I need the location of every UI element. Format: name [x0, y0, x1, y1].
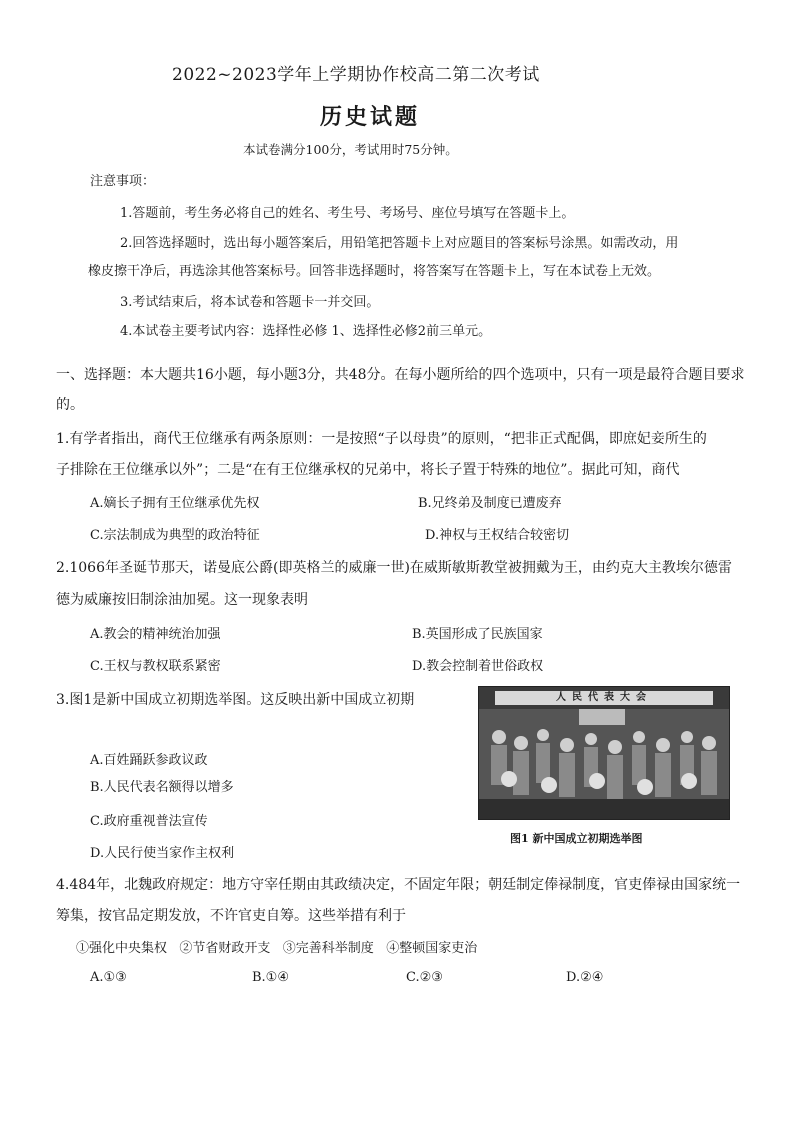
question-3-option-a: A.百姓踊跃参政议政	[90, 753, 208, 768]
section-instructions: 一、选择题：本大题共16小题，每小题3分，共48分。在每小题所给的四个选项中，只有一项是最符合题目要求	[56, 367, 745, 383]
question-1-option-c: C.宗法制成为典型的政治特征	[90, 528, 260, 543]
notice-item: 2.回答选择题时，选出每小题答案后，用铅笔把答题卡上对应题目的答案标号涂黑。如需改动，用	[120, 236, 679, 251]
notice-item: 4.本试卷主要考试内容：选择性必修 1、选择性必修2前三单元。	[120, 324, 492, 339]
question-4-option-c: C.②③	[406, 970, 443, 985]
question-2-option-d: D.教会控制着世俗政权	[412, 659, 544, 674]
question-2-stem: 2.1066年圣诞节那天，诺曼底公爵(即英格兰的威廉一世)在威斯敏斯教堂被拥戴为王，由约克大主教埃尔德雷	[56, 560, 732, 576]
question-4-statements: ①强化中央集权 ②节省财政开支 ③完善科举制度 ④整顿国家吏治	[76, 941, 478, 956]
question-1-stem-cont: 子排除在王位继承以外”；二是“在有王位继承权的兄弟中，将长子置于特殊的地位”。据此可知，商代	[56, 462, 680, 478]
question-2-option-a: A.教会的精神统治加强	[90, 627, 221, 642]
question-1-option-d: D.神权与王权结合较密切	[425, 528, 570, 543]
photo-banner: 人民代表大会	[495, 691, 713, 705]
notice-item: 3.考试结束后，将本试卷和答题卡一并交回。	[120, 295, 380, 310]
question-2-option-b: B.英国形成了民族国家	[412, 627, 543, 642]
question-2-option-c: C.王权与教权联系紧密	[90, 659, 221, 674]
exam-title: 2022~2023学年上学期协作校高二第二次考试	[172, 65, 540, 85]
question-3-option-c: C.政府重视普法宣传	[90, 814, 208, 829]
question-1-stem: 1.有学者指出，商代王位继承有两条原则：一是按照“子以母贵”的原则，“把非正式配偶，即庶妃妾所生的	[56, 431, 707, 447]
question-4-option-d: D.②④	[566, 970, 604, 985]
section-instructions-cont: 的。	[56, 397, 84, 413]
question-4-stem-cont: 筹集，按官品定期发放，不许官吏自筹。这些举措有利于	[56, 908, 406, 924]
question-4-option-b: B.①④	[252, 970, 289, 985]
question-3-option-d: D.人民行使当家作主权利	[90, 846, 235, 861]
question-3-option-b: B.人民代表名额得以增多	[90, 780, 234, 795]
crowd-illustration	[479, 687, 729, 819]
question-4-stem: 4.484年，北魏政府规定：地方守宰任期由其政绩决定，不固定年限；朝廷制定俸禄制度，官吏俸禄由国家统一	[56, 877, 741, 893]
question-3-stem: 3.图1是新中国成立初期选举图。这反映出新中国成立初期	[56, 692, 415, 708]
question-1-option-a: A.嫡长子拥有王位继承优先权	[90, 496, 260, 511]
question-1-option-b: B.兄终弟及制度已遭废弃	[418, 496, 562, 511]
figure-caption: 图1 新中国成立初期选举图	[510, 832, 643, 845]
election-photo	[478, 686, 730, 820]
question-4-option-a: A.①③	[90, 970, 127, 985]
notice-item: 橡皮擦干净后，再选涂其他答案标号。回答非选择题时，将答案写在答题卡上，写在本试卷上无效。	[88, 264, 661, 279]
notice-heading: 注意事项：	[90, 174, 156, 189]
notice-item: 1.答题前，考生务必将自己的姓名、考生号、考场号、座位号填写在答题卡上。	[120, 206, 575, 221]
question-2-stem-cont: 德为威廉按旧制涂油加冕。这一现象表明	[56, 592, 308, 608]
subject-title: 历史试题	[320, 104, 421, 130]
exam-info: 本试卷满分100分，考试用时75分钟。	[243, 142, 458, 157]
